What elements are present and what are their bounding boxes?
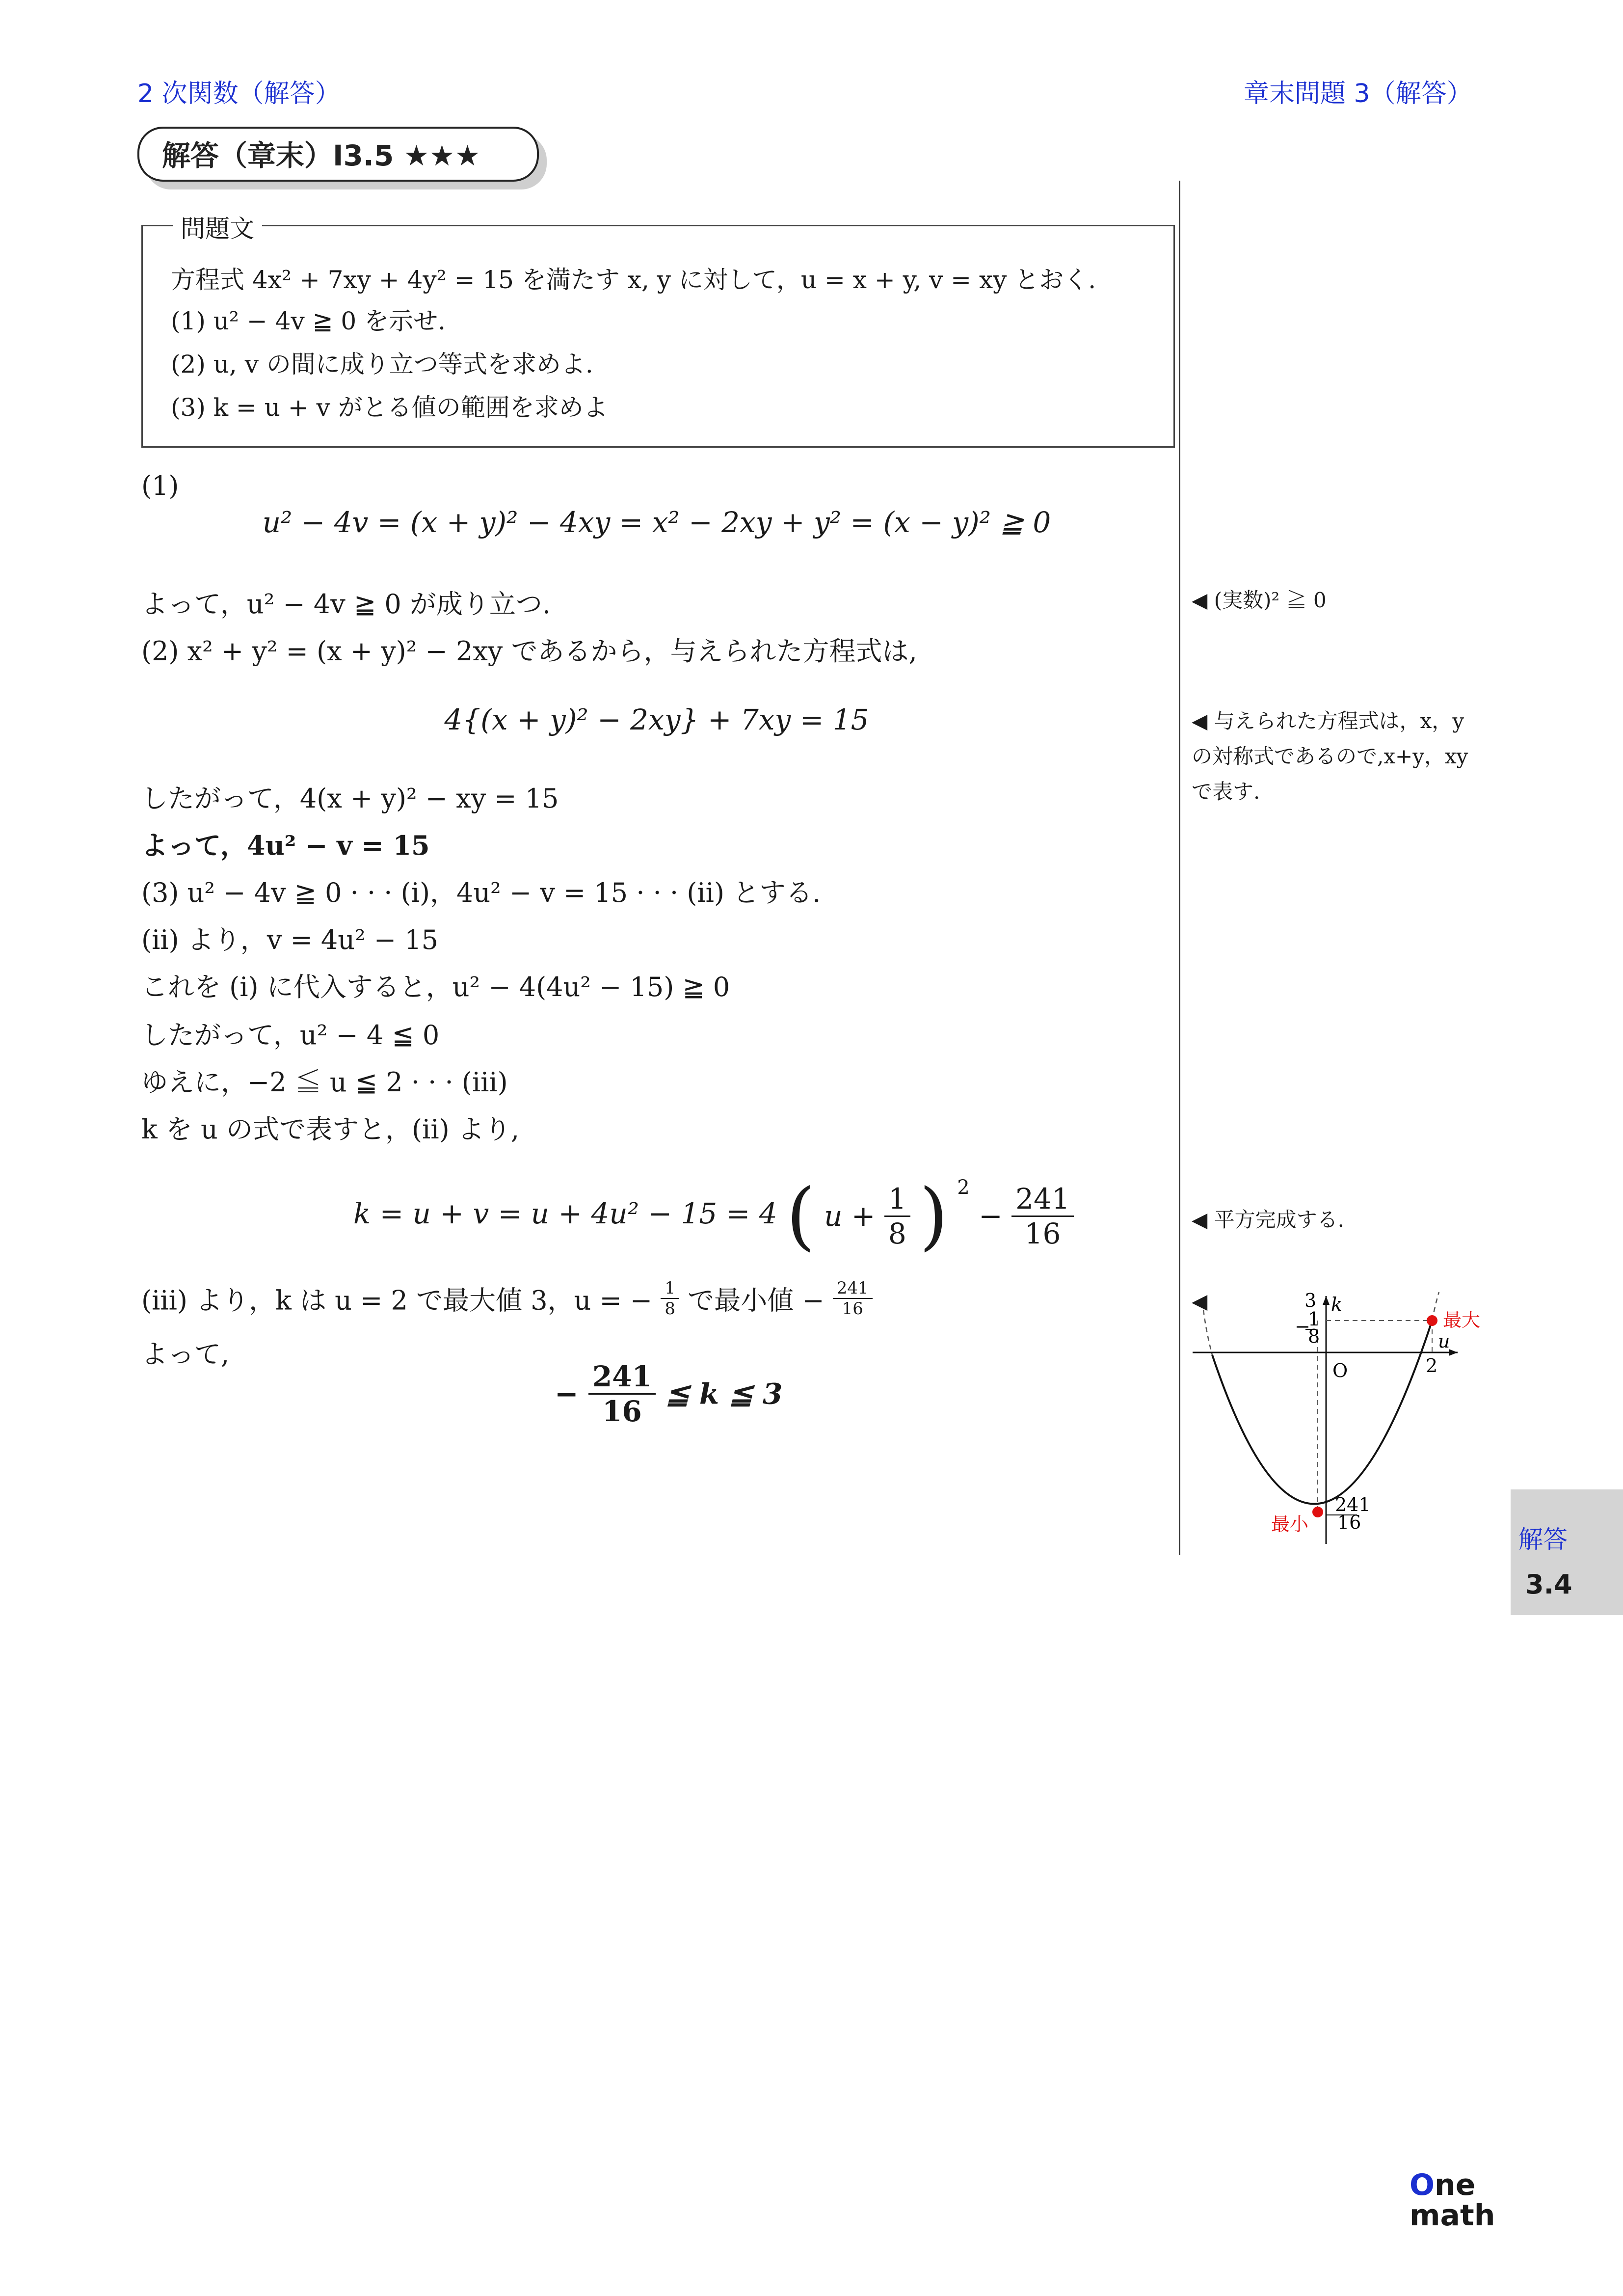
eq-minus: − [979,1199,1003,1233]
part1-equation: u² − 4v = (x + y)² − 4xy = x² − 2xy + y² = (x − y)² ≧ 0 [262,506,1051,539]
max-point [1427,1315,1437,1326]
section-tab-number: 3.4 [1525,1569,1572,1600]
part3-equation [353,1173,1074,1259]
part3-line-4: したがって，u² − 4 ≦ 0 [141,1020,440,1051]
logo-o: O [1410,2168,1435,2202]
section-tab-label: 解答 [1518,1525,1568,1554]
min-frac-num: 241 [1335,1494,1371,1515]
part3-line-5: ゆえに，−2 ≦ u ≦ 2 · · · (iii) [141,1067,508,1098]
part3-so: よって, [141,1339,230,1370]
u-axis-label: u [1438,1330,1450,1352]
k-axis-label: k [1331,1294,1343,1315]
sidenote-symmetric-3: で表す. [1192,780,1260,804]
problem-line-2: (1) u² − 4v ≧ 0 を示せ. [171,307,446,335]
result-frac-1-8 [661,1278,679,1319]
part2-intro: (2) x² + y² = (x + y)² − 2xy であるから，与えられた方程式は, [141,636,917,667]
sidenote-symmetric-1: ◀ 与えられた方程式は，x，y [1192,709,1464,733]
sidenote-symmetric-2: の対称式であるので,x+y，xy [1192,744,1468,768]
eq-prefix: k = u + v = u + 4u² − 15 = 4 [353,1197,777,1231]
parabola-graph [1188,1286,1481,1551]
tick-vertex-num: 1 [1308,1308,1320,1330]
eq-frac2-num: 241 [1011,1182,1074,1217]
result-frac2-num: 241 [833,1278,873,1299]
eq-frac-241-16 [1011,1182,1074,1250]
margin-divider [1179,181,1180,1555]
eq-frac2-den: 16 [1024,1216,1061,1250]
onemath-logo [1410,2170,1495,2231]
part3-result [141,1278,873,1319]
answer-tag-title: 解答（章末）I3.5 ★★★ [162,139,480,172]
part1-conclusion: よって，u² − 4v ≧ 0 が成り立つ. [141,589,551,620]
problem-line-1: 方程式 4x² + 7xy + 4y² = 15 を満たす x, y に対して，u = x + y, v = xy とおく. [171,266,1096,294]
tick-vertex-den: 8 [1308,1325,1320,1347]
final-frac [588,1360,656,1428]
logo-ne: ne [1435,2168,1476,2202]
sidenote-complete-square: ◀ 平方完成する. [1192,1208,1345,1232]
eq-square: 2 [957,1176,970,1199]
chapter-header: 2 次関数（解答） [137,79,341,108]
origin-label: O [1332,1360,1348,1381]
tick-2: 2 [1426,1355,1438,1377]
tick-minus: − [1295,1316,1310,1337]
result-frac-241-16 [833,1278,873,1319]
k-axis-arrow [1323,1296,1330,1305]
sidenote-real-square: ◀ (実数)² ≧ 0 [1192,588,1327,612]
result-frac2-den: 16 [842,1299,863,1319]
part2-line: したがって，4(x + y)² − xy = 15 [141,783,559,814]
problem-line-3: (2) u, v の間に成り立つ等式を求めよ. [171,350,593,378]
sidenote-graph-marker: ◀ [1192,1289,1208,1313]
max-label: 最大 [1443,1309,1481,1331]
result-frac-num: 1 [661,1278,679,1299]
min-point [1312,1507,1323,1517]
final-frac-num: 241 [588,1360,656,1395]
min-frac-den: 16 [1337,1512,1361,1533]
min-label: 最小 [1271,1513,1309,1535]
final-range: ≦ k ≦ 3 [665,1377,783,1411]
part3-line-3: これを (i) に代入すると，u² − 4(4u² − 15) ≧ 0 [141,972,730,1002]
part3-line-2: (ii) より，v = 4u² − 15 [141,924,438,955]
eq-frac-1-8 [884,1182,910,1250]
logo-math: math [1410,2198,1495,2233]
tick-3: 3 [1304,1290,1317,1311]
final-answer [555,1360,782,1428]
part3-line-1: (3) u² − 4v ≧ 0 · · · (i)，4u² − v = 15 · · · (ii) とする. [141,877,821,908]
final-minus: − [555,1377,579,1411]
eq-frac-den: 8 [888,1216,906,1250]
eq-u: u + [824,1199,876,1233]
eq-frac-num: 1 [884,1182,910,1217]
part3-line-6: k を u の式で表すと，(ii) より, [141,1114,520,1145]
part2-equation: 4{(x + y)² − 2xy} + 7xy = 15 [444,703,869,736]
section-header: 章末問題 3（解答） [1244,79,1472,108]
part2-answer: よって，4u² − v = 15 [141,830,430,861]
problem-label: 問題文 [173,209,262,244]
curve-ext-left [1203,1310,1212,1355]
parabola-curve [1212,1321,1432,1504]
final-frac-den: 16 [602,1395,642,1428]
part1-label: (1) [141,470,179,501]
result-text-a: (iii) より，k は u = 2 で最大値 3，u = − [141,1285,653,1316]
result-text-b: で最小値 − [688,1285,825,1316]
u-axis-arrow [1449,1349,1458,1356]
eq-paren-right: ) [919,1173,948,1259]
eq-paren-left: ( [786,1173,815,1259]
result-frac-den: 8 [665,1299,675,1319]
problem-line-4: (3) k = u + v がとる値の範囲を求めよ [171,393,608,422]
